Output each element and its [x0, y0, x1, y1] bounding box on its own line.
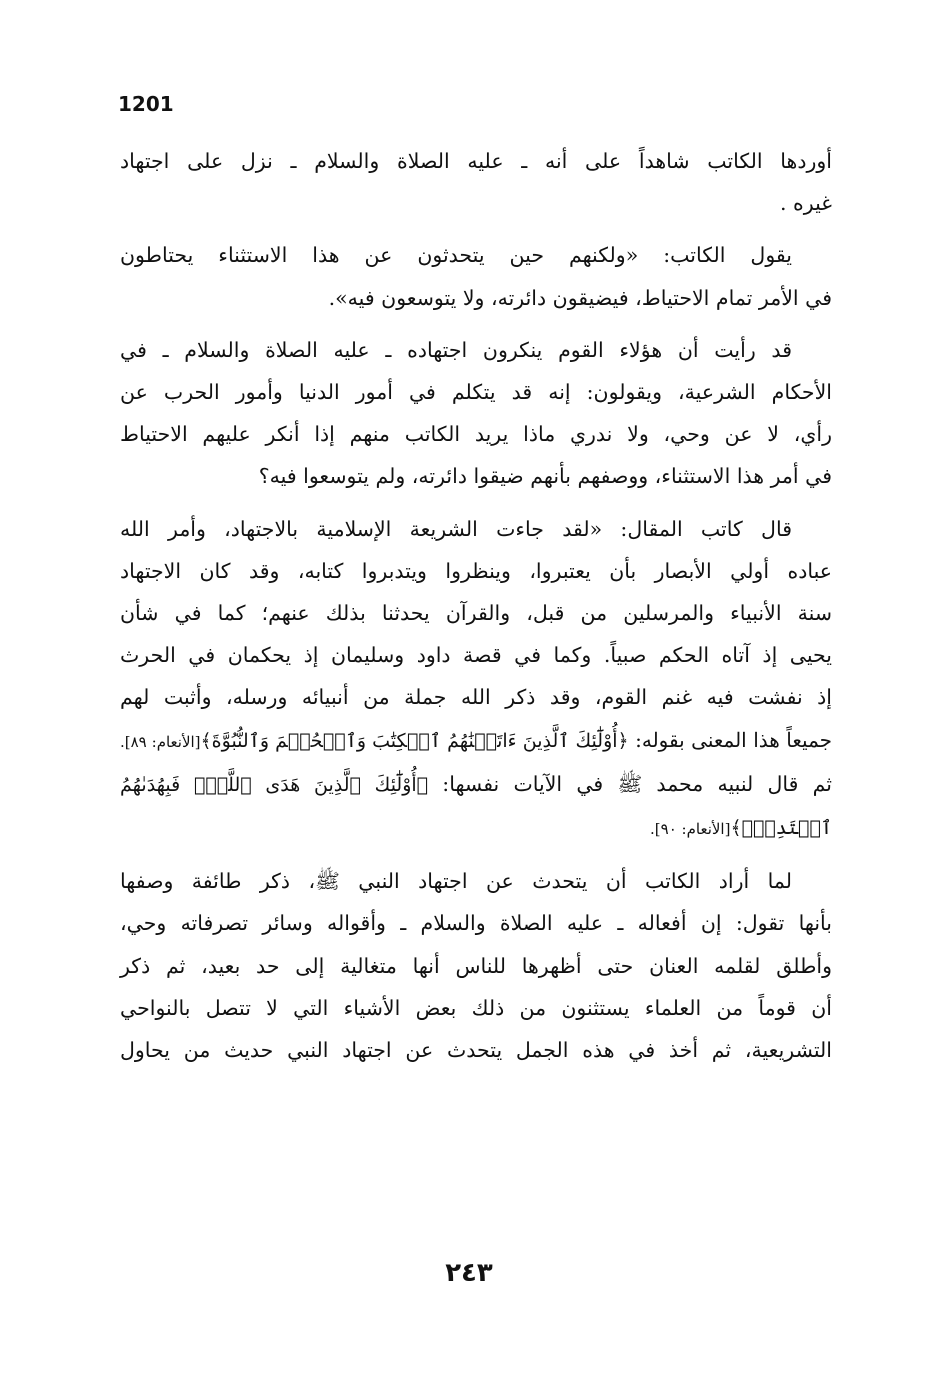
text-line: لما أراد الكاتب أن يتحدث عن اجتهاد النبي ﷺ، ذكر طائفة وصفها — [120, 869, 792, 894]
quran-verse-line — [120, 763, 832, 806]
text-line: وأطلق لقلمه العنان حتى أظهرها للناس أنها متغالية إلى حد بعيد، ثم ذكر — [120, 953, 832, 978]
paragraph-4 — [120, 508, 832, 851]
verse-lead-text: ثم قال لنبيه محمد ﷺ في الآيات نفسها: — [428, 771, 832, 796]
quran-verse-line — [120, 719, 832, 763]
text-line: بأنها تقول: إن أفعاله ـ عليه الصلاة والسلام ـ وأقواله وسائر تصرفاته وحي، — [120, 911, 832, 936]
verse-reference: [الأنعام: ٨٩]. — [120, 732, 201, 751]
paragraph-2 — [120, 234, 832, 318]
quran-verse-line — [120, 806, 832, 850]
text-line: أن قوماً من العلماء يستثنون من ذلك بعض الأشياء التي لا تتصل بالنواحي — [120, 995, 832, 1020]
verse-reference: [الأنعام: ٩٠]. — [650, 820, 731, 839]
paragraph-5 — [120, 860, 832, 1071]
text-line: في أمر هذا الاستثناء، ووصفهم بأنهم ضيقوا دائرته، ولم يتوسعوا فيه؟ — [258, 464, 832, 489]
paragraph-1 — [120, 140, 832, 224]
text-line: الأحكام الشرعية، ويقولون: إنه قد يتكلم في أمور الدنيا وأمور الحرب عن — [120, 380, 832, 405]
text-line: قد رأيت أن هؤلاء القوم ينكرون اجتهاده ـ عليه الصلاة والسلام ـ في — [120, 337, 792, 362]
footer-page-number: ٢٤٣ — [445, 1258, 493, 1288]
text-line: في الأمر تمام الاحتياط، فيضيقون دائرته، ولا يتوسعون فيه». — [328, 285, 832, 310]
verse-lead-text: جميعاً هذا المعنى بقوله: — [628, 727, 832, 752]
quran-verse: ﴿أُوْلَٰٓئِكَ ٱلَّذِينَ هَدَى ٱللَّهُۖ فَبِهُدَىٰهُمُ — [120, 773, 429, 796]
paragraph-3 — [120, 329, 832, 498]
text-line: يحيى إذ آتاه الحكم صبياً. وكما في قصة داود وسليمان إذ يحكمان في الحرث — [120, 643, 832, 668]
quran-verse: ﴿أُوْلَٰٓئِكَ ٱلَّذِينَ ءَاتَيۡنَٰهُمُ ٱلۡكِتَٰبَ وَٱلۡحُكۡمَ وَٱلنُّبُوَّةَ﴾ — [200, 729, 629, 752]
text-line: عباده أولي الأبصار بأن يعتبروا، وينظروا ويتدبروا كتابه، وقد كان الاجتهاد — [120, 558, 832, 583]
text-line: غيره . — [780, 191, 832, 216]
text-line: التشريعية، ثم أخذ في هذه الجمل يتحدث عن اجتهاد النبي حديث من يحاول — [120, 1038, 832, 1063]
page-body — [120, 140, 832, 1071]
text-line: قال كاتب المقال: «لقد جاءت الشريعة الإسلامية بالاجتهاد، وأمر الله — [120, 516, 792, 541]
text-line: إذ نفشت فيه غنم القوم، وقد ذكر الله جملة من أنبيائه ورسله، وأثبت لهم — [120, 685, 832, 710]
text-line: سنة الأنبياء والمرسلين من قبل، والقرآن يحدثنا بذلك عنهم؛ كما في شأن — [120, 601, 832, 626]
header-page-number: 1201 — [118, 92, 174, 116]
text-line: يقول الكاتب: «ولكنهم حين يتحدثون عن هذا الاستثناء يحتاطون — [120, 243, 792, 268]
quran-verse: ٱقۡتَدِهۡۗ﴾ — [730, 817, 832, 840]
text-line: أوردها الكاتب شاهداً على أنه ـ عليه الصلاة والسلام ـ نزل على اجتهاد — [120, 149, 832, 173]
text-line: رأي، لا عن وحي، ولا ندري ماذا يريد الكاتب منهم إذا أنكر عليهم الاحتياط — [120, 422, 832, 447]
